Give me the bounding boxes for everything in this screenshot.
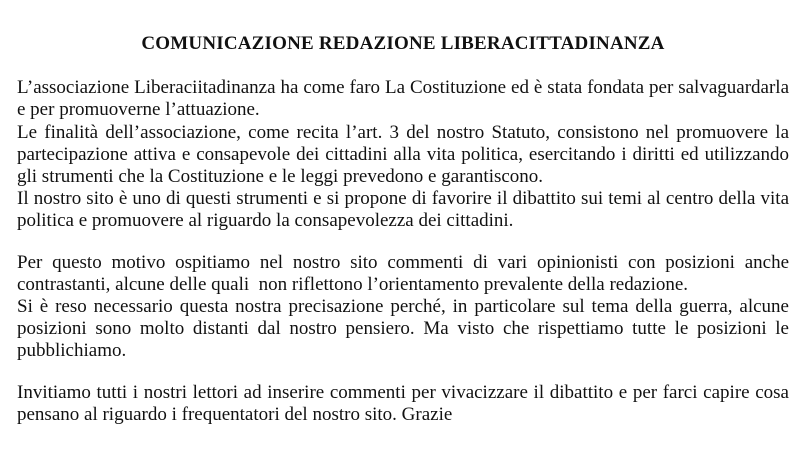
text-line: Le finalità dell’associazione, come recita l’art. 3 del nostro Statuto, consistono nel promuovere la (17, 121, 789, 143)
text-line: posizioni sono molto distanti dal nostro pensiero. Ma visto che rispettiamo tutte le posizioni le (17, 318, 789, 340)
text-line: Invitiamo tutti i nostri lettori ad inserire commenti per vivacizzare il dibattito e per farci capire cosa (17, 381, 789, 403)
text-line: contrastanti, alcune delle quali non riflettono l’orientamento prevalente della redazione. (17, 273, 689, 295)
text-line: partecipazione attiva e consapevole dei cittadini alla vita politica, esercitando i diritti ed utilizzando (17, 143, 789, 165)
paragraph-section-3 (17, 382, 789, 426)
paragraph (17, 252, 789, 296)
text-line: L’associazione Liberaciitadinanza ha come faro La Costituzione ed è stata fondata per salvaguardarla (17, 77, 789, 99)
paragraph-section-1 (17, 77, 789, 232)
paragraph (17, 77, 789, 121)
text-line: politica e promuovere al riguardo la consapevolezza dei cittadini. (17, 210, 514, 232)
paragraph (17, 382, 789, 426)
paragraph-section-2 (17, 252, 789, 363)
document-body (17, 33, 789, 426)
text-line: Si è reso necessario questa nostra precisazione perché, in particolare sul tema della guerra, alcune (17, 296, 789, 318)
text-line: pubblichiamo. (17, 340, 127, 362)
paragraph (17, 188, 789, 232)
text-line: pensano al riguardo i frequentatori del nostro sito. Grazie (17, 403, 453, 425)
text-line: Il nostro sito è uno di questi strumenti e si propone di favorire il dibattito sui temi al centro della vita (17, 188, 789, 210)
document-title: COMUNICAZIONE REDAZIONE LIBERACITTADINANZA (141, 33, 665, 54)
paragraph (17, 122, 789, 189)
text-line: Per questo motivo ospitiamo nel nostro sito commenti di vari opinionisti con posizioni anche (17, 251, 789, 273)
text-line: gli strumenti che la Costituzione e le leggi prevedono e garantiscono. (17, 166, 544, 188)
text-line: e per promuoverne l’attuazione. (17, 99, 260, 121)
paragraph (17, 296, 789, 363)
